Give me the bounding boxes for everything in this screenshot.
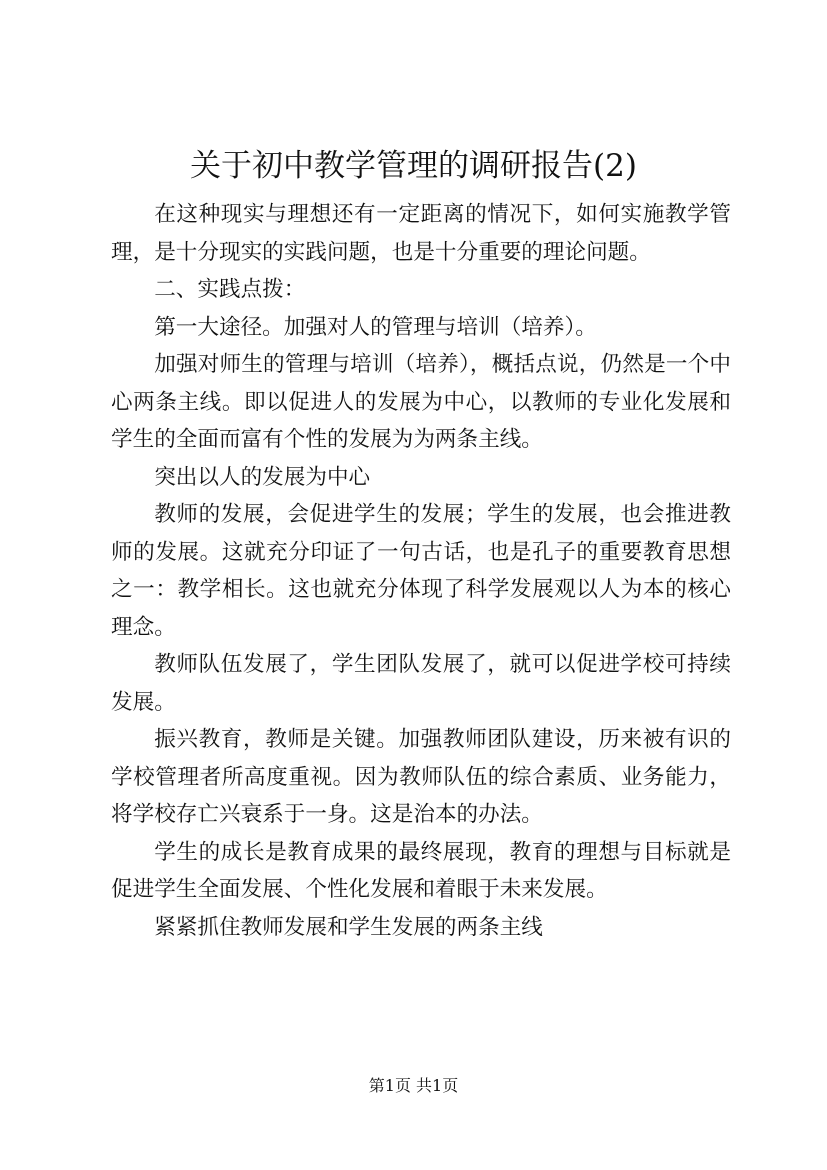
paragraph: 教师队伍发展了，学生团队发展了，就可以促进学校可持续发展。 [111,652,731,715]
paragraph: 学生的成长是教育成果的最终展现，教育的理想与目标就是促进学生全面发展、个性化发展和着眼于未来发展。 [111,839,731,902]
paragraph: 振兴教育，教师是关键。加强教师团队建设，历来被有识的学校管理者所高度重视。因为教师队伍的综合素质、业务能力，将学校存亡兴衰系于一身。这是治本的办法。 [111,727,731,827]
document-body [111,196,731,946]
paragraph: 加强对师生的管理与培训（培养），概括点说，仍然是一个中心两条主线。即以促进人的发展为中心，以教师的专业化发展和学生的全面而富有个性的发展为为两条主线。 [111,352,731,452]
paragraph: 教师的发展，会促进学生的发展；学生的发展，也会推进教师的发展。这就充分印证了一句古话，也是孔子的重要教育思想之一：教学相长。这也就充分体现了科学发展观以人为本的核心理念。 [111,502,731,640]
paragraph: 突出以人的发展为中心 [154,464,371,490]
paragraph: 第一大途径。加强对人的管理与培训（培养）。 [154,314,597,340]
document-title: 关于初中教学管理的调研报告(2) [190,148,637,184]
page-number-footer: 第1页 共1页 [368,1076,459,1095]
paragraph: 在这种现实与理想还有一定距离的情况下，如何实施教学管理，是十分现实的实践问题，也是十分重要的理论问题。 [111,202,731,265]
paragraph: 二、实践点拨： [154,277,306,302]
paragraph: 紧紧抓住教师发展和学生发展的两条主线 [154,914,543,940]
